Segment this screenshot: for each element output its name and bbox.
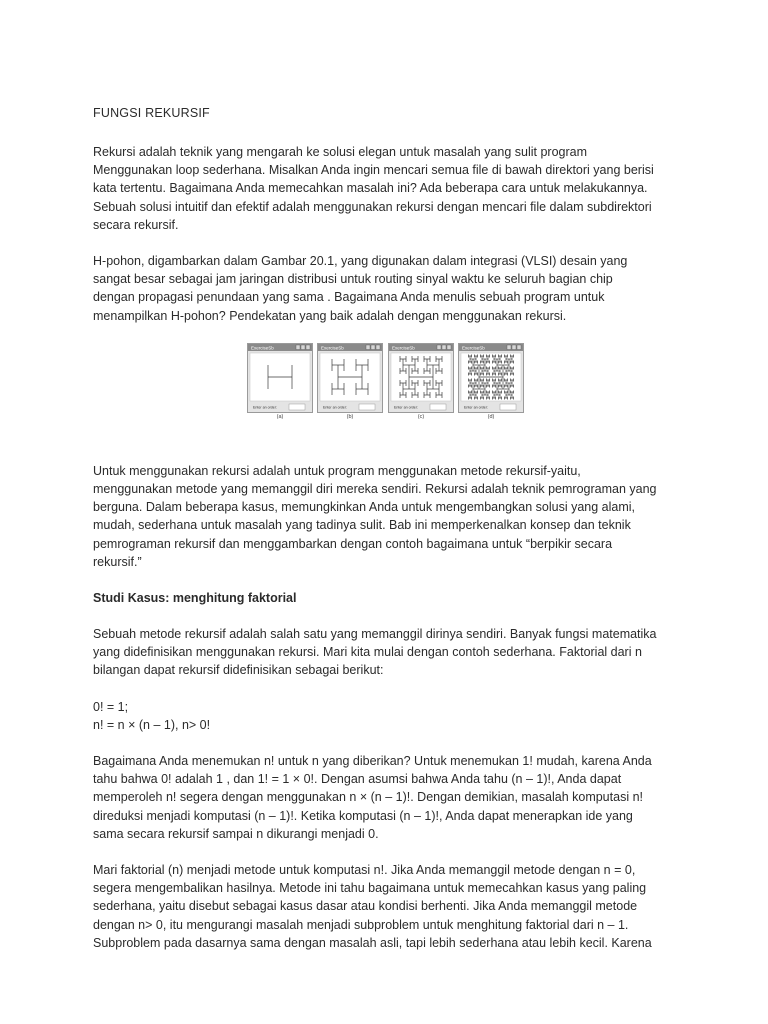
window-title: ExerciseSb	[392, 345, 415, 351]
text-line: Mari faktorial (n) menjadi metode untuk komputasi n!. Jika Anda memanggil metode dengan n = 0,	[93, 863, 636, 878]
text-line: sama secara rekursif sampai n dikurangi menjadi 0.	[93, 826, 379, 841]
document-title: FUNGSI REKURSIF	[93, 106, 210, 120]
h-tree-panel-d	[458, 343, 524, 421]
window-control-icon	[371, 345, 375, 350]
h-tree-panel-b	[317, 343, 383, 421]
text-line: tahu bahwa 0! adalah 1 , dan 1! = 1 × 0!. Dengan asumsi bahwa Anda tahu (n – 1)!, Anda dapat	[93, 772, 622, 787]
figure-caption: (c)	[417, 413, 425, 420]
window-title: ExerciseSb	[321, 345, 344, 351]
text-line: direduksi menjadi komputasi (n – 1)!. Ketika komputasi (n – 1)!, Anda dapat menerapkan ide yang	[93, 808, 633, 823]
text-line: Bagaimana Anda menemukan n! untuk n yang diberikan? Untuk menemukan 1! mudah, karena Anda	[93, 754, 652, 769]
h-tree-panel-a	[247, 343, 313, 421]
order-input-field	[500, 404, 516, 410]
window-control-icon	[442, 345, 446, 350]
window-title: ExerciseSb	[251, 345, 274, 351]
window-control-icon	[301, 345, 305, 350]
text-line: mudah, sederhana untuk masalah yang tadinya sulit. Bab ini memperkenalkan konsep dan teknik	[93, 518, 631, 533]
text-line: rekursif.”	[93, 554, 142, 569]
figure-caption: (a)	[276, 413, 284, 420]
text-line: Menggunakan loop sederhana. Misalkan Anda ingin mencari semua file di bawah direktori yang berisi	[93, 163, 654, 178]
text-line: berguna. Dalam beberapa kasus, memungkinkan Anda untuk mengembangkan solusi yang alami,	[93, 500, 635, 515]
formula-line: n! = n × (n – 1), n> 0!	[93, 717, 211, 732]
text-line: yang didefinisikan menggunakan rekursi. Mari kita mulai dengan contoh sederhana. Faktorial dari n	[93, 645, 642, 660]
figure-caption: (d)	[487, 413, 495, 420]
text-line: H-pohon, digambarkan dalam Gambar 20.1, yang digunakan dalam integrasi (VLSI) desain yang	[93, 254, 628, 269]
window-control-icon	[437, 345, 441, 350]
h-tree-window	[388, 343, 454, 413]
factorial-formula	[93, 698, 693, 734]
text-line: Rekursi adalah teknik yang mengarah ke solusi elegan untuk masalah yang sulit program	[93, 145, 588, 159]
formula-line: 0! = 1;	[93, 699, 129, 714]
h-tree-window	[247, 343, 313, 413]
text-line: sederhana, yaitu disebut sebagai kasus dasar atau kondisi berhenti. Jika Anda memanggil metode	[93, 899, 638, 914]
window-control-icon	[507, 345, 511, 350]
order-input-field	[289, 404, 305, 410]
text-line: bilangan dapat rekursif didefinisikan sebagai berikut:	[93, 663, 384, 678]
figure-caption: (b)	[346, 413, 354, 420]
text-line: dengan propagasi penundaan yang sama . Bagaimana Anda menulis sebuah program untuk	[93, 290, 605, 305]
text-line: Subproblem pada dasarnya sama dengan masalah asli, tapi lebih sederhana atau lebih kecil. Karena	[93, 935, 652, 950]
paragraph-recursive-methods	[93, 462, 693, 571]
text-line: menampilkan H-pohon? Pendekatan yang baik adalah dengan menggunakan rekursi.	[93, 308, 567, 323]
text-line: Untuk menggunakan rekursi adalah untuk program menggunakan metode rekursif-yaitu,	[93, 463, 581, 478]
order-input-label: Enter an order:	[323, 405, 347, 410]
text-line: kata tertentu. Bagaimana Anda memecahkan masalah ini? Ada beberapa cara untuk melakukannya.	[93, 181, 648, 196]
text-line: pemrograman rekursif dan menggambarkan dengan contoh bagaimana untuk “berpikir secara	[93, 536, 613, 551]
h-tree-window	[458, 343, 524, 413]
order-input-label: Enter an order:	[253, 405, 277, 410]
paragraph-recursion-intro	[93, 143, 693, 234]
h-tree-window	[317, 343, 383, 413]
paragraph-factorial-reasoning	[93, 752, 693, 843]
text-line: segera mengembalikan hasilnya. Metode ini tahu bagaimana untuk memecahkan kasus yang paling	[93, 881, 647, 896]
order-input-field	[430, 404, 446, 410]
window-control-icon	[366, 345, 370, 350]
order-input-field	[359, 404, 375, 410]
window-control-icon	[517, 345, 521, 350]
paragraph-factorial-intro	[93, 625, 693, 680]
order-input-label: Enter an order:	[394, 405, 418, 410]
window-control-icon	[447, 345, 451, 350]
text-line: menggunakan metode yang memanggil diri mereka sendiri. Rekursi adalah teknik pemrograman yang	[93, 482, 657, 497]
text-line: secara rekursif.	[93, 217, 179, 232]
window-control-icon	[376, 345, 380, 350]
window-title: ExerciseSb	[462, 345, 485, 351]
window-control-icon	[306, 345, 310, 350]
document-content	[93, 104, 693, 970]
text-line: Sebuah solusi intuitif dan efektif adalah menggunakan rekursi dengan mencari file dalam subdirektori	[93, 199, 652, 214]
text-line: memperoleh n! segera dengan menggunakan n × (n – 1)!. Dengan demikian, masalah komputasi n!	[93, 790, 643, 805]
text-line: dengan n> 0, itu mengurangi masalah menjadi subproblem untuk menghitung faktorial dari n – 1.	[93, 917, 629, 932]
h-tree-panel-c	[388, 343, 454, 421]
text-line: Sebuah metode rekursif adalah salah satu yang memanggil dirinya sendiri. Banyak fungsi matematika	[93, 627, 657, 642]
paragraph-h-tree	[93, 252, 693, 325]
text-line: sangat besar sebagai jam jaringan distribusi untuk routing sinyal waktu ke seluruh bagian chip	[93, 272, 613, 287]
window-control-icon	[296, 345, 300, 350]
paragraph-factorial-method	[93, 861, 693, 952]
section-heading: Studi Kasus: menghitung faktorial	[93, 591, 297, 606]
window-control-icon	[512, 345, 516, 350]
order-input-label: Enter an order:	[464, 405, 488, 410]
h-tree-figure	[93, 343, 693, 447]
